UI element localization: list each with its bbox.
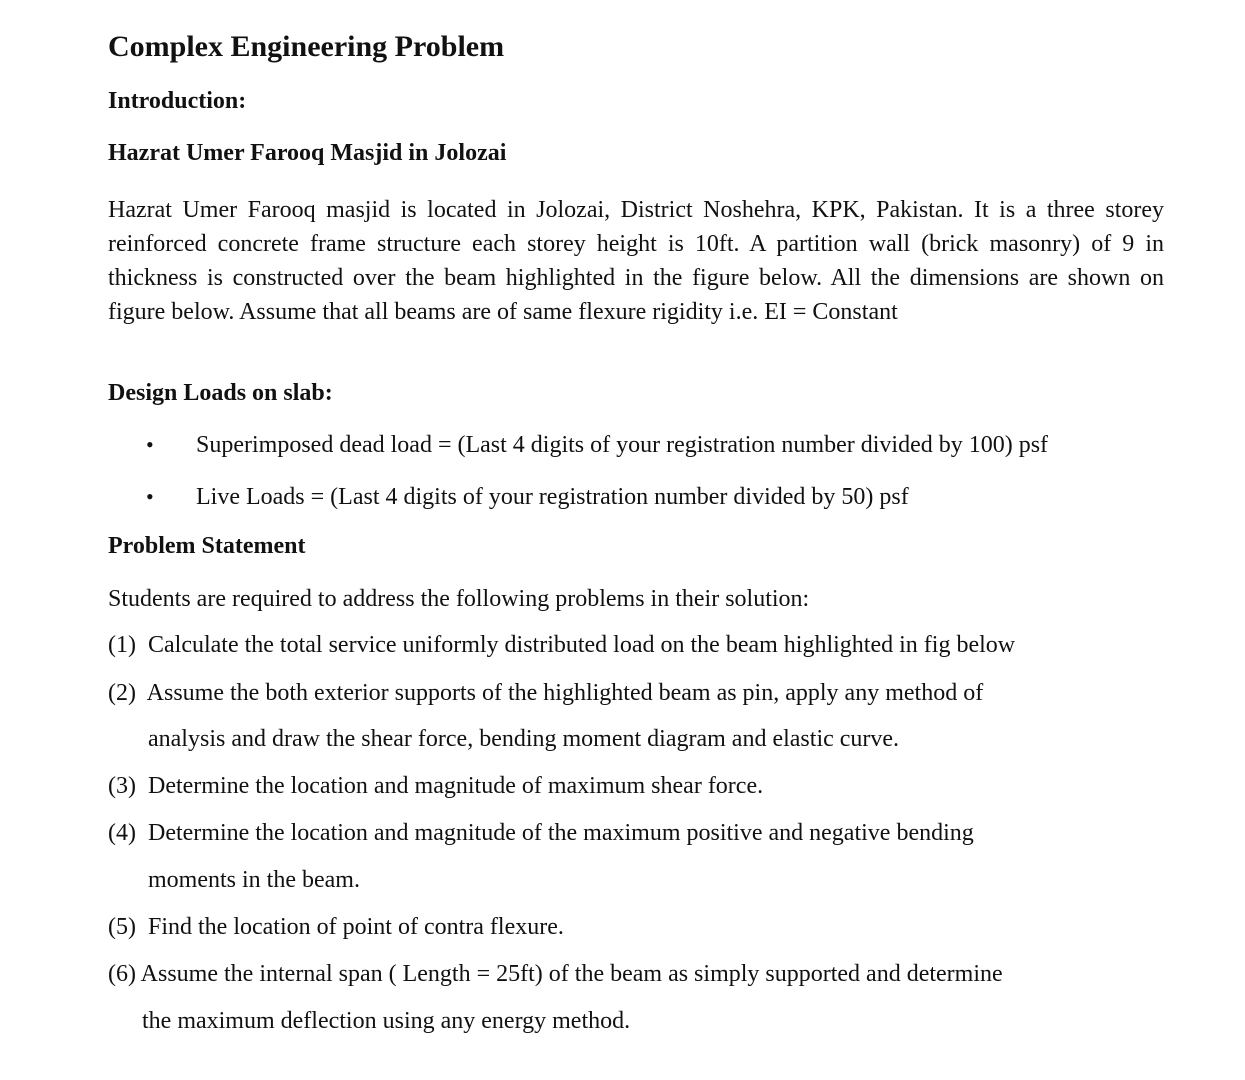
document-title: Complex Engineering Problem — [108, 30, 505, 63]
problem-item-1 — [108, 632, 1015, 659]
problem-statement-heading: Problem Statement — [108, 533, 306, 559]
masjid-heading: Hazrat Umer Farooq Masjid in Jolozai — [108, 140, 507, 166]
problem-number: (5) — [108, 914, 136, 940]
design-load-text: Superimposed dead load = (Last 4 digits of your registration number divided by 100) psf — [196, 432, 1049, 458]
problem-text: Determine the location and magnitude of maximum shear force. — [147, 773, 764, 799]
problem-number: (1) — [108, 632, 136, 658]
problem-text-continued: analysis and draw the shear force, bending moment diagram and elastic curve. — [148, 726, 900, 752]
problem-number: (6) — [108, 961, 136, 987]
problem-text: Assume the both exterior supports of the highlighted beam as pin, apply any method of — [146, 680, 984, 706]
design-load-text: Live Loads = (Last 4 digits of your registration number divided by 50) psf — [196, 484, 909, 510]
problem-item-6 — [108, 961, 1003, 988]
intro-paragraph: Hazrat Umer Farooq masjid is located in Jolozai, District Noshehra, KPK, Pakistan. It is a three storey reinforced concrete frame structure each storey height is 10ft. A partition wall (brick masonry) of 9 in thickness is constructed over the beam highlighted in the figure below. All the dimensions are shown on figure below. Assume that all beams are of same flexure rigidity i.e. EI = Constant — [108, 197, 1164, 325]
problem-item-3 — [108, 773, 763, 800]
bullet-icon: • — [146, 432, 154, 457]
bullet-icon: • — [146, 484, 154, 509]
problem-number: (4) — [108, 820, 136, 846]
document-page — [108, 0, 1166, 1080]
problem-text: Assume the internal span ( Length = 25ft) of the beam as simply supported and determine — [140, 961, 1003, 987]
problem-intro: Students are required to address the following problems in their solution: — [108, 586, 810, 612]
problem-number: (2) — [108, 680, 136, 706]
problem-item-4 — [108, 820, 974, 847]
introduction-heading: Introduction: — [108, 88, 247, 114]
problem-text-continued: the maximum deflection using any energy method. — [142, 1008, 631, 1034]
problem-text: Find the location of point of contra flexure. — [147, 914, 564, 940]
problem-item-5 — [108, 914, 564, 941]
problem-number: (3) — [108, 773, 136, 799]
problem-text: Calculate the total service uniformly distributed load on the beam highlighted in fig below — [147, 632, 1016, 658]
problem-item-2 — [108, 680, 983, 707]
design-loads-heading: Design Loads on slab: — [108, 380, 333, 406]
problem-text: Determine the location and magnitude of the maximum positive and negative bending — [147, 820, 974, 846]
problem-text-continued: moments in the beam. — [148, 867, 360, 893]
